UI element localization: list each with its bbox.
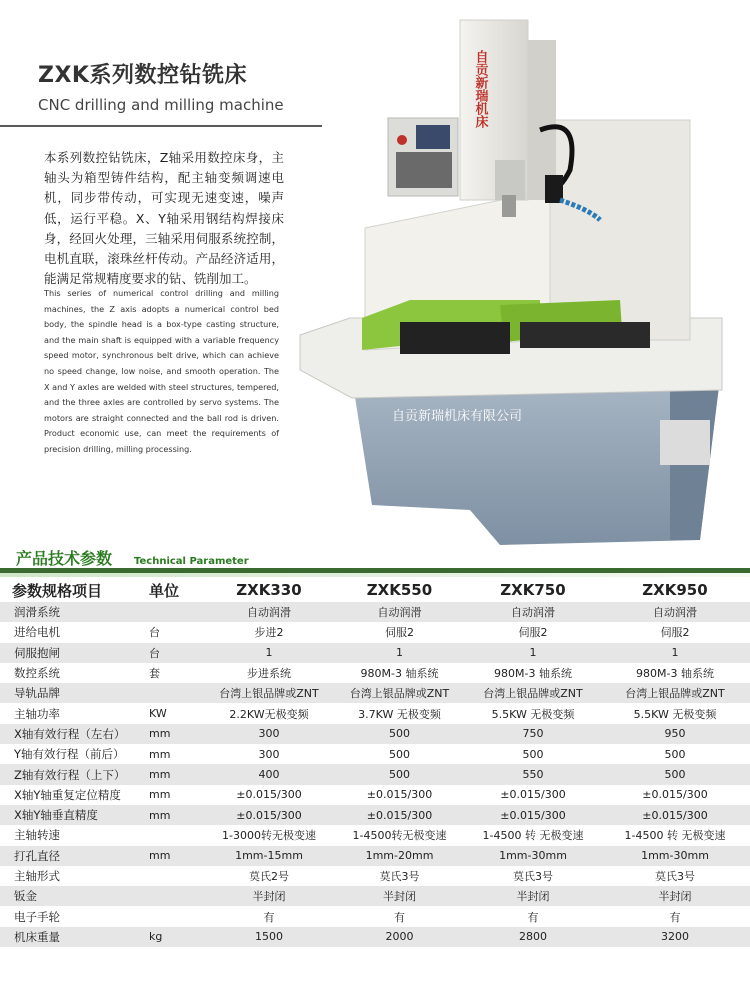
param-name-cell: X轴有效行程（左右） xyxy=(14,726,126,741)
value-cell: 500 xyxy=(664,747,686,761)
param-name-cell: 主轴转速 xyxy=(14,828,60,843)
table-row xyxy=(0,785,750,805)
value-cell: ±0.015/300 xyxy=(500,788,566,802)
table-row xyxy=(0,622,750,642)
value-cell: 400 xyxy=(258,768,280,782)
value-cell: 950 xyxy=(664,727,686,741)
value-cell: 自动润滑 xyxy=(377,606,422,620)
page-subtitle: CNC drilling and milling machine xyxy=(38,96,284,114)
value-cell: 有 xyxy=(527,910,539,924)
value-cell: 1-4500转无极变速 xyxy=(352,829,447,843)
param-name-cell: Y轴有效行程（前后） xyxy=(14,747,125,762)
param-name-cell: Z轴有效行程（上下） xyxy=(14,767,126,782)
value-cell: 1mm-15mm xyxy=(235,849,303,863)
table-row xyxy=(0,724,750,744)
value-cell: 1mm-30mm xyxy=(641,849,709,863)
param-name-cell: 导轨品牌 xyxy=(14,686,60,701)
header-model: ZXK750 xyxy=(500,581,566,599)
table-row xyxy=(0,683,750,703)
value-cell: 莫氏3号 xyxy=(655,870,695,883)
value-cell: 550 xyxy=(522,768,544,782)
value-cell: 自动润滑 xyxy=(653,606,697,620)
value-cell: 2000 xyxy=(385,930,414,944)
value-cell: 5.5KW 无极变频 xyxy=(633,707,717,721)
header-model: ZXK950 xyxy=(642,581,708,599)
unit-cell: KW xyxy=(149,707,167,721)
unit-cell xyxy=(143,866,205,886)
unit-cell: mm xyxy=(149,727,171,741)
value-cell: 步进系统 xyxy=(247,667,291,681)
table-row xyxy=(0,703,750,723)
value-cell: 半封闭 xyxy=(658,890,692,904)
value-cell: ±0.015/300 xyxy=(642,808,708,822)
table-row xyxy=(0,825,750,845)
section-divider-fade xyxy=(0,573,750,577)
unit-cell: mm xyxy=(149,849,171,863)
unit-cell xyxy=(143,906,205,926)
unit-cell: mm xyxy=(149,747,171,761)
value-cell: 500 xyxy=(522,747,544,761)
value-cell: 有 xyxy=(263,910,275,924)
value-cell: 自动润滑 xyxy=(247,606,291,620)
param-name-cell: 数控系统 xyxy=(14,666,60,681)
table-row xyxy=(0,744,750,764)
value-cell: 莫氏3号 xyxy=(379,870,420,883)
value-cell: 980M-3 轴系统 xyxy=(360,667,439,681)
table-header-row xyxy=(0,578,750,602)
unit-cell xyxy=(143,602,205,622)
value-cell: 莫氏2号 xyxy=(249,870,289,883)
unit-cell: mm xyxy=(149,808,171,822)
unit-cell: 台 xyxy=(149,646,160,660)
table-row xyxy=(0,866,750,886)
table-row xyxy=(0,602,750,622)
unit-cell xyxy=(143,825,205,845)
header-unit: 单位 xyxy=(149,581,180,600)
table-row xyxy=(0,643,750,663)
value-cell: 莫氏3号 xyxy=(513,870,553,883)
value-cell: 台湾上银品牌或ZNT xyxy=(483,687,583,701)
value-cell: 980M-3 轴系统 xyxy=(636,667,714,681)
value-cell: ±0.015/300 xyxy=(366,788,433,802)
value-cell: 1-4500 转 无极变速 xyxy=(482,829,584,843)
param-name-cell: 润滑系统 xyxy=(14,605,60,620)
description-chinese: 本系列数控钻铣床，Z轴采用数控床身，主轴头为箱型铸件结构，配主轴变频调速电机，同步带传动，可实现无速变速，噪声低，运行平稳。X、Y轴采用钢结构焊接床身，经回火处理，三轴采用伺服系统控制，电机直联，滚珠丝杆传动。产品经济适用，能满足常规精度要求的钻、铣削加工。 xyxy=(44,150,284,287)
value-cell: 1500 xyxy=(255,930,283,944)
unit-cell xyxy=(143,886,205,906)
section-title-en: Technical Parameter xyxy=(134,556,249,567)
table-row xyxy=(0,764,750,784)
value-cell: 半封闭 xyxy=(516,890,550,904)
value-cell: 3200 xyxy=(661,930,689,944)
spec-table xyxy=(0,578,750,947)
value-cell: ±0.015/300 xyxy=(642,788,708,802)
table-row xyxy=(0,805,750,825)
value-cell: 750 xyxy=(522,727,544,741)
value-cell: ±0.015/300 xyxy=(236,808,302,822)
value-cell: ±0.015/300 xyxy=(500,808,566,822)
param-name-cell: 主轴形式 xyxy=(14,869,60,883)
unit-cell: 套 xyxy=(149,667,160,681)
value-cell: 300 xyxy=(258,747,280,761)
value-cell: 伺服2 xyxy=(385,626,414,640)
value-cell: 2.2KW无极变频 xyxy=(229,707,309,721)
value-cell: 1 xyxy=(396,646,403,660)
value-cell: ±0.015/300 xyxy=(366,808,433,822)
value-cell: 半封闭 xyxy=(252,890,286,904)
header-model: ZXK330 xyxy=(236,581,302,599)
value-cell: 500 xyxy=(664,768,686,782)
param-name-cell: 电子手轮 xyxy=(14,909,60,924)
param-name-cell: 主轴功率 xyxy=(14,706,60,721)
table-row xyxy=(0,846,750,866)
unit-cell: mm xyxy=(149,768,171,782)
header-model: ZXK550 xyxy=(366,581,433,599)
base-company-text: 自贡新瑞机床有限公司 xyxy=(392,409,523,424)
value-cell: 有 xyxy=(669,910,681,924)
title-divider xyxy=(0,125,322,127)
value-cell: 300 xyxy=(258,727,280,741)
value-cell: 1 xyxy=(265,646,273,660)
unit-cell xyxy=(143,683,205,703)
unit-cell: mm xyxy=(149,788,171,802)
value-cell: 2800 xyxy=(519,930,547,944)
value-cell: 1-3000转无极变速 xyxy=(222,829,316,843)
value-cell: 台湾上银品牌或ZNT xyxy=(219,687,319,701)
header-param: 参数规格项目 xyxy=(12,581,103,600)
table-row xyxy=(0,886,750,906)
value-cell: 台湾上银品牌或ZNT xyxy=(625,687,725,701)
param-name-cell: 钣金 xyxy=(14,889,37,904)
value-cell: 伺服2 xyxy=(518,626,548,640)
value-cell: 1mm-20mm xyxy=(365,849,434,863)
value-cell: 半封闭 xyxy=(383,890,416,904)
value-cell: 有 xyxy=(394,910,405,924)
unit-cell: 台 xyxy=(149,626,160,640)
param-name-cell: 进给电机 xyxy=(14,625,60,640)
value-cell: ±0.015/300 xyxy=(236,788,302,802)
value-cell: 500 xyxy=(389,727,410,741)
param-name-cell: X轴Y轴垂直精度 xyxy=(14,808,98,823)
value-cell: 步进2 xyxy=(254,626,284,640)
value-cell: 自动润滑 xyxy=(511,606,555,620)
value-cell: 5.5KW 无极变频 xyxy=(491,707,575,721)
value-cell: 500 xyxy=(389,768,410,782)
value-cell: 3.7KW 无极变频 xyxy=(358,707,441,721)
column-brand-text: 自贡新瑞机床 xyxy=(472,50,488,128)
table-row xyxy=(0,927,750,947)
section-title-cn: 产品技术参数 xyxy=(16,549,113,568)
value-cell: 1mm-30mm xyxy=(499,849,567,863)
table-row xyxy=(0,663,750,683)
description-english: This series of numerical control drilling and milling machines, the Z axis adopts a numerical control bed body, the spindle head is a box-type casting structure, and the main shaft is equipped with a variable frequency speed motor, synchronous belt drive, which can achieve no speed change, low noise, and smooth operation. The X and Y axles are welded with steel structures, tempered, and the three axles are controlled by servo systems. The motors are straight connected and the ball rod is driven. Product economic use, can meet the requirements of precision drilling, milling processing. xyxy=(44,288,279,454)
value-cell: 台湾上银品牌或ZNT xyxy=(349,687,450,701)
cnc-machine-image xyxy=(290,0,750,560)
unit-cell: kg xyxy=(149,930,163,944)
param-name-cell: 机床重量 xyxy=(14,929,60,944)
value-cell: 1 xyxy=(529,646,537,660)
page-title: ZXK系列数控钻铣床 xyxy=(38,63,247,88)
value-cell: 1-4500 转 无极变速 xyxy=(624,829,726,843)
value-cell: 500 xyxy=(389,747,410,761)
param-name-cell: X轴Y轴重复定位精度 xyxy=(14,787,121,802)
value-cell: 伺服2 xyxy=(660,626,690,640)
value-cell: 1 xyxy=(671,646,679,660)
param-name-cell: 打孔直径 xyxy=(14,848,60,863)
value-cell: 980M-3 轴系统 xyxy=(494,667,572,681)
param-name-cell: 伺服抱闸 xyxy=(14,645,60,660)
table-row xyxy=(0,906,750,926)
